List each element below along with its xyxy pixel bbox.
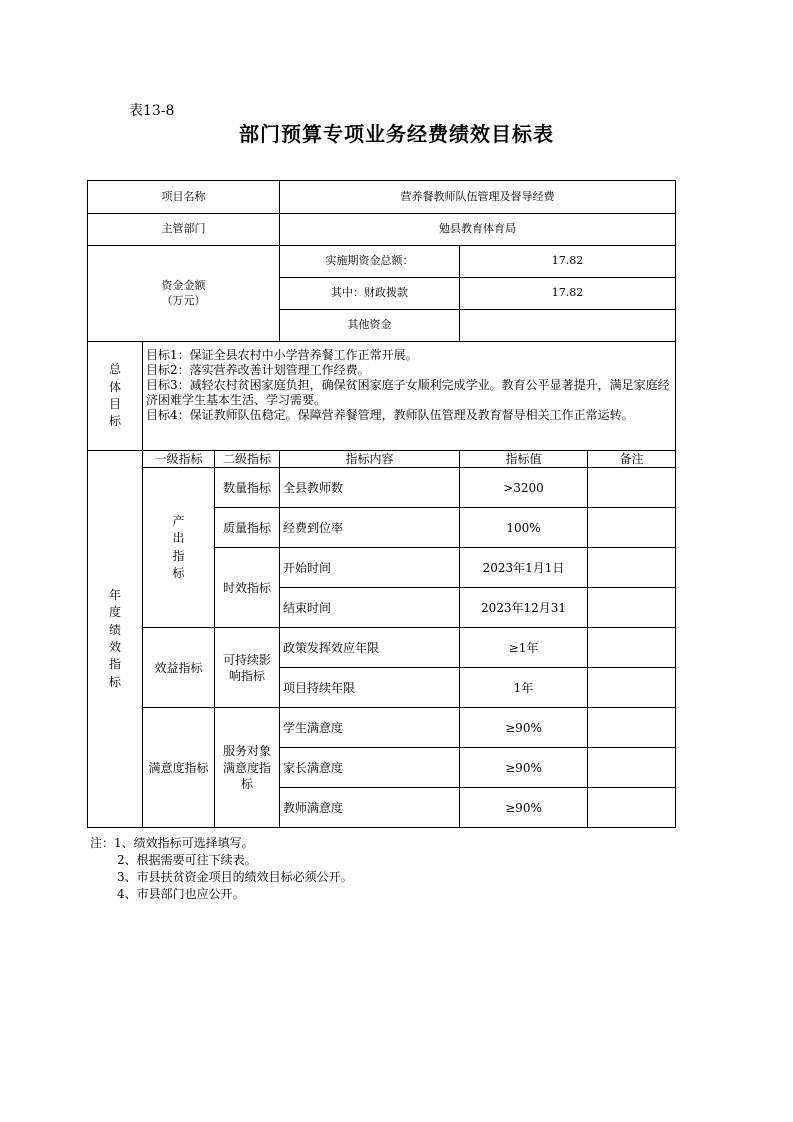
funds-label	[88, 246, 280, 342]
dept-label: 主管部门	[88, 214, 280, 246]
benefit-indicator-label: 效益指标	[143, 628, 215, 708]
indicator-content: 学生满意度	[280, 708, 460, 748]
indicator-remark	[588, 748, 676, 788]
indicator-content: 项目持续年限	[280, 668, 460, 708]
quality-indicator-label: 质量指标	[215, 508, 280, 548]
indicator-content: 政策发挥效应年限	[280, 628, 460, 668]
header-content: 指标内容	[280, 451, 460, 468]
funds-total-row	[88, 246, 676, 278]
note-item: 2、根据需要可往下续表。	[117, 853, 257, 867]
goals-row	[88, 342, 676, 451]
indicator-value: 100%	[460, 508, 588, 548]
project-name-value: 营养餐教师队伍管理及督导经费	[280, 181, 676, 214]
indicator-content: 结束时间	[280, 588, 460, 628]
notes	[90, 835, 353, 903]
table-row	[88, 468, 676, 508]
quantity-indicator-label: 数量指标	[215, 468, 280, 508]
page-title: 部门预算专项业务经费绩效目标表	[239, 122, 554, 146]
indicator-value: ≥90%	[460, 748, 588, 788]
sustain-indicator-label: 可持续影响指标	[215, 628, 280, 708]
project-name-label: 项目名称	[88, 181, 280, 214]
header-remark: 备注	[588, 451, 676, 468]
funds-total-value: 17.82	[460, 246, 676, 278]
note-item: 4、市县部门也应公开。	[117, 887, 245, 901]
indicator-content: 全县教师数	[280, 468, 460, 508]
indicator-value: 2023年1月1日	[460, 548, 588, 588]
goal-item: 目标1：保证全县农村中小学营养餐工作正常开展。	[146, 348, 418, 362]
indicator-remark	[588, 468, 676, 508]
goal-item: 目标3：减轻农村贫困家庭负担，确保贫困家庭子女顺利完成学业。教育公平显著提升，满足家庭经济困难学生基本生活、学习需要。	[146, 378, 670, 407]
indicator-value: 1年	[460, 668, 588, 708]
indicator-remark	[588, 508, 676, 548]
indicator-value: ≥90%	[460, 708, 588, 748]
performance-table	[87, 180, 676, 828]
note-item: 注：1、绩效指标可选择填写。	[90, 836, 254, 850]
indicator-remark	[588, 628, 676, 668]
table-row	[88, 628, 676, 668]
dept-row	[88, 214, 676, 246]
header-level1: 一级指标	[143, 451, 215, 468]
table-row	[88, 708, 676, 748]
indicator-content: 教师满意度	[280, 788, 460, 828]
goal-item: 目标2：落实营养改善计划管理工作经费。	[146, 363, 370, 377]
funds-fiscal-value: 17.82	[460, 278, 676, 310]
funds-fiscal-label: 其中：财政拨款	[280, 278, 460, 310]
output-indicator-label: 产出指标	[143, 468, 215, 628]
indicator-content: 家长满意度	[280, 748, 460, 788]
indicator-remark	[588, 588, 676, 628]
funds-other-label: 其他资金	[280, 310, 460, 342]
project-name-row	[88, 181, 676, 214]
table-number: 表13-8	[129, 103, 175, 119]
funds-label-line2: （万元）	[161, 293, 206, 307]
indicator-value: 2023年12月31	[460, 588, 588, 628]
funds-other-value	[460, 310, 676, 342]
funds-total-label: 实施期资金总额：	[280, 246, 460, 278]
note-item: 3、市县扶贫资金项目的绩效目标必须公开。	[117, 870, 353, 884]
funds-label-line1: 资金金额	[161, 278, 206, 292]
satisfaction-indicator-label: 满意度指标	[143, 708, 215, 828]
indicator-header-row	[88, 451, 676, 468]
dept-value: 勉县教育体育局	[280, 214, 676, 246]
timeliness-indicator-label: 时效指标	[215, 548, 280, 628]
indicator-content: 开始时间	[280, 548, 460, 588]
service-satisfaction-label: 服务对象满意度指标	[215, 708, 280, 828]
header-level2: 二级指标	[215, 451, 280, 468]
indicator-remark	[588, 548, 676, 588]
annual-indicator-label: 年度绩效指标	[88, 451, 143, 828]
indicator-value: ≥1年	[460, 628, 588, 668]
indicator-content: 经费到位率	[280, 508, 460, 548]
goals-content	[143, 342, 676, 451]
indicator-value: >3200	[460, 468, 588, 508]
indicator-value: ≥90%	[460, 788, 588, 828]
indicator-remark	[588, 668, 676, 708]
goals-label: 总体目标	[88, 342, 143, 451]
header-value: 指标值	[460, 451, 588, 468]
indicator-remark	[588, 708, 676, 748]
goal-item: 目标4：保证教师队伍稳定。保障营养餐管理，教师队伍管理及教育督导相关工作正常运转。	[146, 408, 634, 422]
indicator-remark	[588, 788, 676, 828]
